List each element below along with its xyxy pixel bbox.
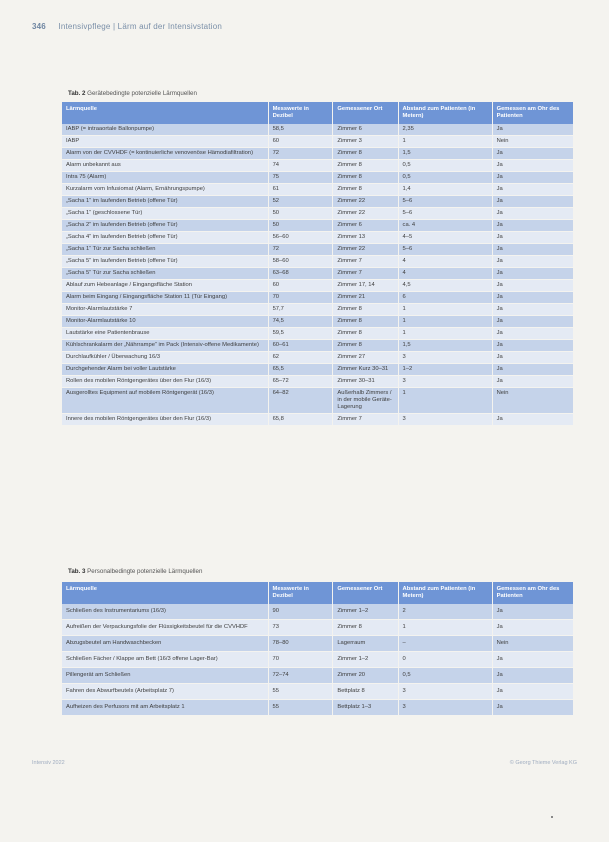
cell-source: Monitor-Alarmlautstärke 7 [62, 304, 268, 316]
cell-distance: 3 [398, 376, 492, 388]
cell-distance: 5–6 [398, 196, 492, 208]
cell-distance: 5–6 [398, 244, 492, 256]
table-row [62, 136, 574, 148]
cell-source: „Sacha 4“ im laufenden Betrieb (offene Tür) [62, 232, 268, 244]
cell-decibel: 63–68 [268, 268, 333, 280]
cell-source: Durchlaufkühler / Überwachung 16/3 [62, 352, 268, 364]
table-row [62, 364, 574, 376]
cell-location: Zimmer 7 [333, 256, 398, 268]
cell-location: Zimmer 22 [333, 244, 398, 256]
cell-decibel: 75 [268, 172, 333, 184]
cell-source: „Sacha 1“ Tür zur Sacha schließen [62, 244, 268, 256]
cell-location: Zimmer 27 [333, 352, 398, 364]
cell-source: Kühlschrankalarm der „Nährrampe“ im Pack (Intensiv-offene Medikamente) [62, 340, 268, 352]
cell-distance: 1 [398, 620, 492, 636]
table-row [62, 376, 574, 388]
cell-distance: 2 [398, 604, 492, 620]
cell-at-ear: Ja [492, 280, 573, 292]
col-header-location: Gemessener Ort [333, 582, 398, 604]
cell-source: Schließen des Instrumentariums (16/3) [62, 604, 268, 620]
cell-decibel: 74 [268, 160, 333, 172]
cell-distance: 4 [398, 256, 492, 268]
cell-decibel: 57,7 [268, 304, 333, 316]
col-header-at-ear: Gemessen am Ohr des Patienten [492, 102, 573, 124]
cell-location: Zimmer 8 [333, 316, 398, 328]
table2-caption-text: Personalbedingte potenzielle Lärmquellen [87, 568, 203, 575]
table-row [62, 700, 574, 716]
cell-distance: 3 [398, 700, 492, 716]
cell-decibel: 58–60 [268, 256, 333, 268]
cell-location: Zimmer 21 [333, 292, 398, 304]
table-row [62, 208, 574, 220]
cell-decibel: 64–82 [268, 388, 333, 414]
cell-decibel: 65,5 [268, 364, 333, 376]
cell-at-ear: Ja [492, 652, 573, 668]
cell-at-ear: Ja [492, 220, 573, 232]
table2-caption-label: Tab. 3 [68, 568, 86, 575]
cell-decibel: 72 [268, 244, 333, 256]
cell-source: „Sacha 1“ im laufenden Betrieb (offene Tür) [62, 196, 268, 208]
cell-source: IABP (= intraaortale Ballonpumpe) [62, 124, 268, 136]
col-header-distance: Abstand zum Patienten (in Metern) [398, 582, 492, 604]
cell-source: Innere des mobilen Röntgengerätes über den Flur (16/3) [62, 414, 268, 426]
cell-decibel: 70 [268, 652, 333, 668]
table-row [62, 604, 574, 620]
cell-distance: 1 [398, 328, 492, 340]
cell-source: Monitor-Alarmlautstärke 10 [62, 316, 268, 328]
cell-location: Zimmer 22 [333, 196, 398, 208]
cell-at-ear: Ja [492, 244, 573, 256]
col-header-at-ear: Gemessen am Ohr des Patienten [492, 582, 573, 604]
cell-source: Pillengerät am Schließen [62, 668, 268, 684]
cell-location: Zimmer 8 [333, 184, 398, 196]
col-header-distance: Abstand zum Patienten (in Metern) [398, 102, 492, 124]
table1-caption-text: Gerätebedingte potenzielle Lärmquellen [87, 90, 197, 97]
running-title: Intensivpflege | Lärm auf der Intensivstation [58, 22, 222, 31]
col-header-location: Gemessener Ort [333, 102, 398, 124]
cell-at-ear: Ja [492, 376, 573, 388]
table-row [62, 232, 574, 244]
cell-at-ear: Ja [492, 172, 573, 184]
cell-distance: 5–6 [398, 208, 492, 220]
cell-at-ear: Nein [492, 636, 573, 652]
cell-location: Zimmer 8 [333, 304, 398, 316]
cell-source: Durchgehender Alarm bei voller Lautstärke [62, 364, 268, 376]
cell-source: Alarm von der CVVHDF (= kontinuierliche venovenöse Hämodiafiltration) [62, 148, 268, 160]
staff-noise-table [62, 582, 574, 716]
table-row [62, 268, 574, 280]
table-row [62, 414, 574, 426]
cell-distance: 1 [398, 388, 492, 414]
cell-at-ear: Ja [492, 684, 573, 700]
cell-distance: 1,4 [398, 184, 492, 196]
col-header-source: Lärmquelle [62, 102, 268, 124]
cell-location: Zimmer 1–2 [333, 652, 398, 668]
table1-caption [68, 90, 197, 97]
cell-distance: 0,5 [398, 172, 492, 184]
page-number: 346 [32, 22, 46, 31]
cell-location: Zimmer 8 [333, 328, 398, 340]
table-row [62, 148, 574, 160]
table-row [62, 620, 574, 636]
cell-source: Fahren des Abwurfbeutels (Arbeitsplatz 7) [62, 684, 268, 700]
cell-at-ear: Ja [492, 668, 573, 684]
cell-distance: 1 [398, 316, 492, 328]
cell-location: Zimmer 1–2 [333, 604, 398, 620]
cell-location: Zimmer 8 [333, 620, 398, 636]
cell-decibel: 58,5 [268, 124, 333, 136]
col-header-source: Lärmquelle [62, 582, 268, 604]
table-row [62, 340, 574, 352]
table1-caption-label: Tab. 2 [68, 90, 86, 97]
cell-location: Bettplatz 8 [333, 684, 398, 700]
table-row [62, 652, 574, 668]
cell-source: Alarm unbekannt aus [62, 160, 268, 172]
col-header-decibel: Messwerte in Dezibel [268, 102, 333, 124]
page-footer [32, 760, 577, 766]
table-row [62, 196, 574, 208]
table-row [62, 220, 574, 232]
cell-decibel: 65–72 [268, 376, 333, 388]
cell-distance: 3 [398, 684, 492, 700]
table-row [62, 316, 574, 328]
cell-at-ear: Ja [492, 184, 573, 196]
table2-caption [68, 568, 202, 575]
cell-decibel: 90 [268, 604, 333, 620]
table-row [62, 280, 574, 292]
cell-decibel: 60 [268, 136, 333, 148]
footer-right: © Georg Thieme Verlag KG [509, 760, 577, 766]
table-header-row [62, 582, 574, 604]
cell-decibel: 56–60 [268, 232, 333, 244]
cell-location: Zimmer 6 [333, 220, 398, 232]
cell-source: Aufheizen des Perfusors mit am Arbeitsplatz 1 [62, 700, 268, 716]
scan-dot [551, 816, 553, 818]
cell-at-ear: Ja [492, 604, 573, 620]
cell-decibel: 50 [268, 208, 333, 220]
cell-source: Abzugsbeutel am Handwaschbecken [62, 636, 268, 652]
cell-at-ear: Ja [492, 196, 573, 208]
cell-at-ear: Nein [492, 388, 573, 414]
cell-distance: 1,5 [398, 340, 492, 352]
cell-at-ear: Ja [492, 160, 573, 172]
cell-distance: 1,5 [398, 148, 492, 160]
cell-location: Zimmer 8 [333, 172, 398, 184]
cell-location: Zimmer 3 [333, 136, 398, 148]
table-row [62, 256, 574, 268]
table-row [62, 172, 574, 184]
cell-at-ear: Ja [492, 340, 573, 352]
cell-source: Aufreißen der Verpackungsfolie der Flüssigkeitsbeutel für die CVVHDF [62, 620, 268, 636]
cell-at-ear: Ja [492, 620, 573, 636]
cell-source: „Sacha 5“ Tür zur Sacha schließen [62, 268, 268, 280]
cell-decibel: 74,5 [268, 316, 333, 328]
cell-decibel: 55 [268, 684, 333, 700]
cell-source: IABP [62, 136, 268, 148]
cell-source: Ablauf zum Hebeanlage / Eingangsfläche Station [62, 280, 268, 292]
cell-location: Lagerraum [333, 636, 398, 652]
cell-decibel: 65,8 [268, 414, 333, 426]
cell-distance: 4,5 [398, 280, 492, 292]
cell-source: Ausgerolltes Equipment auf mobilem Röntgengerät (16/3) [62, 388, 268, 414]
cell-source: Schließen Fächer / Klappe am Bett (16/3 offene Lager-Bar) [62, 652, 268, 668]
col-header-decibel: Messwerte in Dezibel [268, 582, 333, 604]
cell-distance: 6 [398, 292, 492, 304]
cell-location: Zimmer 6 [333, 124, 398, 136]
cell-at-ear: Ja [492, 316, 573, 328]
cell-location: Zimmer 8 [333, 160, 398, 172]
table-header-row [62, 102, 574, 124]
table-row [62, 668, 574, 684]
cell-distance: 0,5 [398, 160, 492, 172]
cell-location: Zimmer 7 [333, 414, 398, 426]
cell-location: Zimmer Kurz 30–31 [333, 364, 398, 376]
cell-source: Intra 75 (Alarm) [62, 172, 268, 184]
cell-source: „Sacha 5“ im laufenden Betrieb (offene Tür) [62, 256, 268, 268]
cell-distance: ca. 4 [398, 220, 492, 232]
cell-decibel: 60–61 [268, 340, 333, 352]
page-header [32, 22, 222, 31]
cell-at-ear: Ja [492, 208, 573, 220]
cell-location: Zimmer 13 [333, 232, 398, 244]
cell-decibel: 73 [268, 620, 333, 636]
cell-distance: – [398, 636, 492, 652]
cell-distance: 4–5 [398, 232, 492, 244]
cell-at-ear: Ja [492, 148, 573, 160]
table-row [62, 244, 574, 256]
cell-location: Zimmer 8 [333, 340, 398, 352]
cell-at-ear: Ja [492, 328, 573, 340]
cell-at-ear: Nein [492, 136, 573, 148]
cell-distance: 2,35 [398, 124, 492, 136]
cell-at-ear: Ja [492, 268, 573, 280]
table-row [62, 388, 574, 414]
table-row [62, 304, 574, 316]
cell-at-ear: Ja [492, 700, 573, 716]
cell-source: Lautstärke eine Patientenbrause [62, 328, 268, 340]
table-row [62, 352, 574, 364]
cell-location: Bettplatz 1–3 [333, 700, 398, 716]
cell-source: Kurzalarm vom Infusiomat (Alarm, Ernährungspumpe) [62, 184, 268, 196]
cell-source: Alarm beim Eingang / Eingangsfläche Station 11 (Tür Eingang) [62, 292, 268, 304]
cell-decibel: 50 [268, 220, 333, 232]
cell-source: „Sacha 1“ (geschlossene Tür) [62, 208, 268, 220]
cell-at-ear: Ja [492, 364, 573, 376]
device-noise-table [62, 102, 574, 426]
cell-at-ear: Ja [492, 256, 573, 268]
cell-location: Zimmer 20 [333, 668, 398, 684]
table-row [62, 328, 574, 340]
cell-location: Außerhalb Zimmers / in der mobile Geräte-Lagerung [333, 388, 398, 414]
cell-distance: 0,5 [398, 668, 492, 684]
table-row [62, 160, 574, 172]
cell-location: Zimmer 22 [333, 208, 398, 220]
cell-at-ear: Ja [492, 352, 573, 364]
footer-left: Intensiv 2022 [32, 760, 65, 766]
cell-source: „Sacha 2“ im laufenden Betrieb (offene Tür) [62, 220, 268, 232]
cell-decibel: 52 [268, 196, 333, 208]
cell-decibel: 55 [268, 700, 333, 716]
cell-decibel: 61 [268, 184, 333, 196]
cell-at-ear: Ja [492, 304, 573, 316]
table-row [62, 636, 574, 652]
cell-distance: 0 [398, 652, 492, 668]
cell-at-ear: Ja [492, 414, 573, 426]
cell-location: Zimmer 7 [333, 268, 398, 280]
cell-location: Zimmer 8 [333, 148, 398, 160]
table-row [62, 184, 574, 196]
cell-distance: 3 [398, 352, 492, 364]
cell-decibel: 72–74 [268, 668, 333, 684]
cell-source: Rollen des mobilen Röntgengerätes über den Flur (16/3) [62, 376, 268, 388]
cell-decibel: 78–80 [268, 636, 333, 652]
cell-decibel: 70 [268, 292, 333, 304]
cell-at-ear: Ja [492, 124, 573, 136]
cell-location: Zimmer 30–31 [333, 376, 398, 388]
cell-decibel: 72 [268, 148, 333, 160]
cell-distance: 3 [398, 414, 492, 426]
cell-distance: 4 [398, 268, 492, 280]
cell-at-ear: Ja [492, 292, 573, 304]
cell-at-ear: Ja [492, 232, 573, 244]
cell-decibel: 60 [268, 280, 333, 292]
cell-location: Zimmer 17, 14 [333, 280, 398, 292]
table-row [62, 124, 574, 136]
cell-decibel: 59,5 [268, 328, 333, 340]
cell-distance: 1–2 [398, 364, 492, 376]
table-row [62, 292, 574, 304]
cell-distance: 1 [398, 304, 492, 316]
cell-distance: 1 [398, 136, 492, 148]
table-row [62, 684, 574, 700]
cell-decibel: 62 [268, 352, 333, 364]
